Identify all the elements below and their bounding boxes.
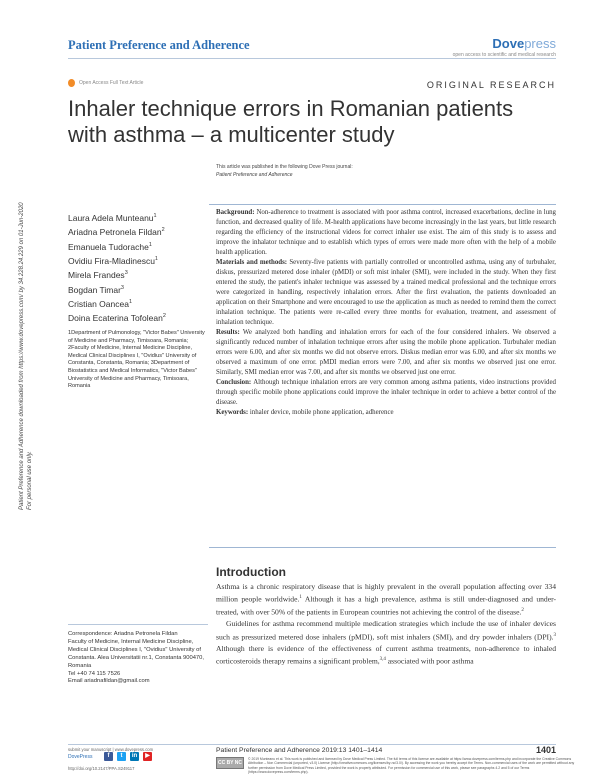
author-name [68,210,166,224]
affiliations: 1Department of Pulmonology, "Victor Babes" University of Medicine and Pharmacy, Timisoara, Romania; 2Faculty of Medicine, Internal Medicine Discipline, Medical Clinical Disciplines I, "Ovidius" University of Constanta, Constanta, Romania; 3Department of Biostatistics and Medical Informatics, "Victor Babes" University of Medicine and Pharmacy, Timisoara, Romania [68,330,205,390]
correspondence-tel: Tel +40 74 115 7526 [68,670,121,677]
author-affiliation-ref: 1 [128,298,133,305]
abstract-results [216,328,556,378]
author-name [68,239,166,253]
author-affiliation-ref: 3 [120,284,124,291]
correspondence-email[interactable]: Email ariadnafildan@gmail.com [68,678,150,685]
author-name [68,296,166,310]
abstract-methods-text: Seventy-five patients with partially controlled or uncontrolled asthma, using any of turbuhaler, diskus, pressurized metered dose inhaler (pMDI) or soft mist inhaler (SMI), were included in the study. When they first entered the study, the patient's inhaler technique was assessed by a trained medical professional and the technique errors were categorized in handling, respectively inhalation errors. After the first evaluation, the patients downloaded an application on their Smartphone and were encouraged to use the application as much as needed to remind them the correct inhalation technique. The patients were re-called every three months for evaluation, treatment, and assessment of inhalation technique. [216,259,556,326]
youtube-icon[interactable]: ▶ [143,752,152,761]
publication-note-journal: Patient Preference and Adherence [216,172,293,178]
intro-p1-text-b: Although it has a high prevalence, asthma is still under-diagnosed and under-treated, with over 50% of the patients in European countries not achieving the control of the disease. [216,594,556,617]
author-name-text: Doina Ecaterina Tofolean [68,313,163,324]
introduction-body [216,581,556,667]
footer-journal-citation: Patient Preference and Adherence 2019:13 1401–1414 [216,747,383,754]
abstract-methods-label: Materials and methods: [216,259,288,266]
intro-p2-text-b: Although there is evidence of the effectiveness of current asthma treatments, non-adherence to inhaled corticosteroids therapy remains a significant problem, [216,643,556,666]
open-access-lock-icon [68,79,75,87]
abstract-results-label: Results: [216,329,240,336]
author-name [68,267,166,281]
author-affiliation-ref: 3 [124,270,128,277]
author-affiliation-ref: 2 [161,227,165,234]
intro-p2-text-c: associated with poor asthma [385,656,474,666]
twitter-icon[interactable]: t [117,752,126,761]
dovepress-logo[interactable] [453,36,556,58]
dovepress-footer-logo[interactable]: DovePress [68,754,93,760]
license-block [216,757,578,774]
correspondence-name: Correspondence: Ariadna Petronela Fildan [68,631,178,637]
citation-ref[interactable]: 1 [299,595,302,601]
author-affiliation-ref: 2 [162,313,166,320]
article-title: Inhaler technique errors in Romanian patients with asthma – a multicenter study [68,96,514,147]
abstract-keywords [216,408,556,418]
abstract [216,208,556,418]
intro-paragraph-1 [216,581,556,618]
author-name-text: Cristian Oancea [68,298,129,309]
abstract-conclusion [216,378,556,408]
correspondence-address: Faculty of Medicine, Internal Medicine Discipline, Medical Clinical Disciplines I, "Ovidius" University of Constanta. Alea Universitatii nr.1, Constanta 900470, Romania [68,638,204,669]
abstract-conclusion-text: Although technique inhalation errors are very common among asthma patients, video instructions provided through specific mobile phone applications could improve the inhaler technique in order to achieve a better control of the disease. [216,379,556,406]
citation-ref[interactable]: 3 [553,632,556,638]
logo-brand: Dove [492,36,525,51]
abstract-background-text: Non-adherence to treatment is associated with poor asthma control, increased exacerbations, decline in lung function, and decreased quality of life. M-health applications have become increasingly in the last years, but little research regarding the efficiency of the instructional videos for correct inhaler use exist. The aim of this study is to assess and improve the inhalator technique and to establish which types of errors were made more often with the help of a mobile health application. [216,209,556,256]
author-name-text: Mirela Frandes [68,270,125,281]
intro-p1-text-a: Asthma is a chronic respiratory disease that is highly prevalent in the overall population affecting over 334 million people worldwide. [216,582,556,604]
correspondence [68,631,208,686]
journal-title: Patient Preference and Adherence [68,38,250,52]
author-affiliation-ref: 1 [148,241,152,248]
author-affiliation-ref: 1 [154,255,158,262]
author-affiliation-ref: 1 [153,213,157,219]
license-text: © 2019 Munteanu et al. This work is published and licensed by Dove Medical Press Limited. The full terms of this license are available at https://www.dovepress.com/terms.php and incorporate the Creative Commons Attribution – Non Commercial (unported, v3.0) License (http://creativecommons.org/licenses/by-nc/3.0/). By accessing the work you hereby accept the Terms. Non-commercial uses of the work are permitted without any further permission from Dove Medical Press Limited, provided the work is properly attributed. For permission for commercial use of this work, please see paragraphs 4.2 and 5 of our Terms (https://www.dovepress.com/terms.php). [248,757,575,774]
download-notice-line1: Patient Preference and Adherence downloaded from https://www.dovepress.com/ by 34.228.24.229 on 01-Jun-2020 [19,202,25,510]
introduction-heading: Introduction [216,565,286,579]
footer-divider [68,744,556,745]
author-name-text: Bogdan Timar [68,284,121,295]
abstract-conclusion-label: Conclusion: [216,379,252,386]
publication-note [216,163,353,179]
citation-ref[interactable]: 2 [521,608,524,614]
facebook-icon[interactable]: f [104,752,113,761]
author-name-text: Emanuela Tudorache [68,241,149,252]
social-links [104,752,152,761]
correspondence-divider [68,624,208,625]
submit-manuscript-link[interactable]: submit your manuscript | www.dovepress.com [68,747,154,752]
author-name-text: Ovidiu Fira-Mladinescu [68,255,155,266]
logo-brand-press: press [524,36,556,51]
author-name-text: Ariadna Petronela Fildan [68,227,162,238]
author-name [68,310,166,324]
abstract-background [216,208,556,258]
publication-note-text: This article was published in the following Dove Press journal: [216,164,353,170]
abstract-results-text: We analyzed both handling and inhalation errors for each of the four considered inhalers. We observed a significantly reduced number of inhalation technique errors after using the mobile phone application. Turbuhaler median errors were 6.00, and after six months we did not observe errors. Diskus median error was 6.00, and after six months we observed a maximum of one error. pMDI median errors were 7.00, and after six months we observed just one error. Similarly, SMI median error was 7.00, and after six months we observed just one error. [216,329,556,376]
author-name [68,282,166,296]
cc-license-badge[interactable]: CC BY NC [216,757,244,769]
section-label: ORIGINAL RESEARCH [426,80,556,90]
intro-p2-text-a: Guidelines for asthma recommend multiple medication strategies which include the use of inhaler devices such as pressurized metered dose inhalers (pMDI), soft mist inhalers (SMI), and dry powder inhalers (DPI). [216,619,556,642]
open-access-label [68,79,143,87]
doi-link[interactable]: http://doi.org/10.2147/PPA.S249117 [68,766,135,771]
author-name [68,224,166,238]
author-name-text: Laura Adela Munteanu [68,212,154,223]
abstract-keywords-text: inhaler device, mobile phone application, adherence [248,409,394,416]
header-divider [68,58,556,59]
author-name [68,253,166,267]
citation-ref[interactable]: 3,4 [379,657,386,663]
download-notice [18,150,46,510]
linkedin-icon[interactable]: in [131,753,138,759]
abstract-background-label: Background: [216,209,255,216]
author-list [68,210,166,325]
open-access-text: Open Access Full Text Article [79,80,144,86]
abstract-keywords-label: Keywords: [216,409,249,416]
logo-tagline: open access to scientific and medical research [452,52,556,58]
intro-paragraph-2 [216,618,556,667]
download-notice-line2: For personal use only. [27,451,33,510]
abstract-methods [216,258,556,328]
page-number: 1401 [535,745,556,755]
